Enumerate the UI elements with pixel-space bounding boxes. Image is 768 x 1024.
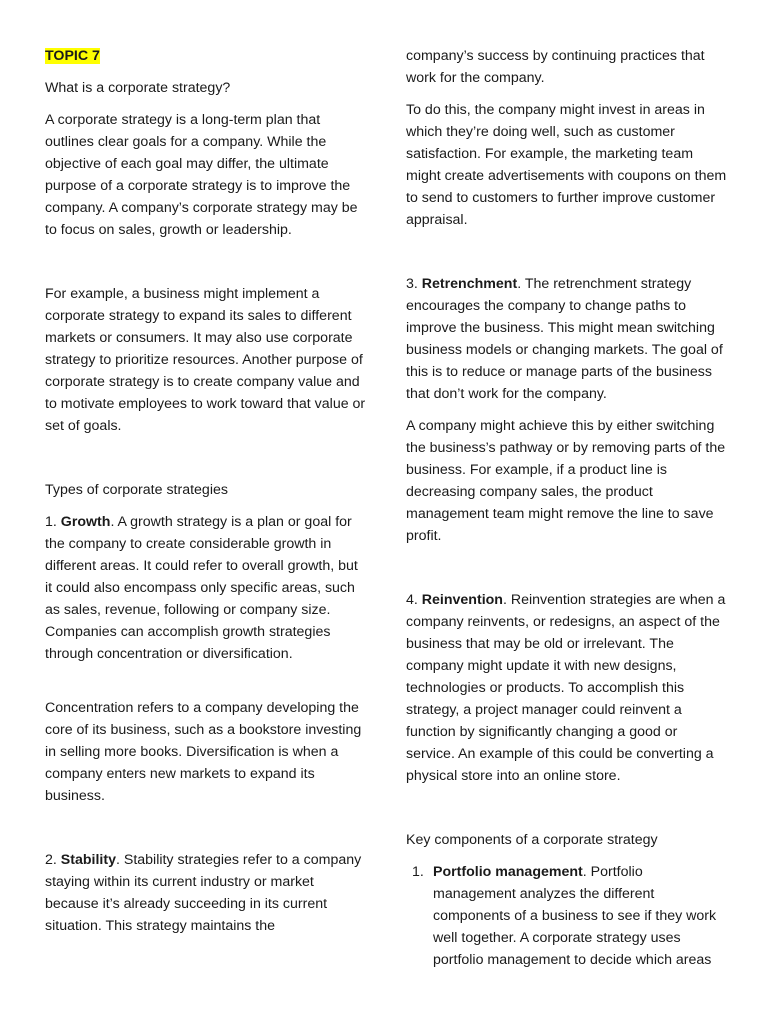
growth-title: Growth (60, 514, 111, 530)
example-paragraph: For example, a business might implement a corporate strategy to expand its sales to different markets or consumers. It may also use corporate strategy to prioritize resources. Another purpose of corporate strategy is to create company value and to motivate employees to work toward that value or set of goals. (45, 286, 366, 434)
achieve-paragraph: A company might achieve this by either switching the business’s pathway or by removing parts of the business. For example, if a product line is decreasing company sales, the product management team might remove the line to save profit. (406, 418, 726, 544)
topic-highlight: TOPIC 7 (45, 48, 100, 64)
stability-number: 2. (45, 852, 61, 868)
topic-heading (45, 45, 367, 67)
list-item-number: 1. (412, 864, 424, 880)
growth-number: 1. (45, 514, 61, 530)
portfolio-paragraph (433, 861, 728, 971)
stability-paragraph (45, 849, 367, 937)
retrenchment-text: . The retrenchment strategy encourages the company to change paths to improve the business. This might mean switching business models or changing markets. The goal of this is to reduce or manage parts of the business that don’t work for the company. (406, 276, 723, 402)
retrenchment-number: 3. (406, 276, 422, 292)
growth-paragraph (45, 511, 367, 665)
reinvention-text: . Reinvention strategies are when a company reinvents, or redesigns, an aspect of the business that may be old or irrelevant. The company might update it with new designs, technologies or products. To accomplish this strategy, a project manager could reinvent a function by significantly changing a good or service. An example of this could be converting a physical store into an online store. (406, 592, 726, 784)
reinvention-paragraph (406, 589, 728, 787)
stability-text: . Stability strategies refer to a company staying within its current industry or market because it’s already succeeding in its current situation. This strategy maintains the (45, 852, 362, 934)
reinvention-number: 4. (406, 592, 422, 608)
retrenchment-paragraph (406, 273, 728, 405)
invest-paragraph: To do this, the company might invest in areas in which they’re doing well, such as customer satisfaction. For example, the marketing team might create advertisements with coupons on them to send to customers to further improve customer appraisal. (406, 102, 727, 228)
portfolio-title: Portfolio management (433, 864, 583, 880)
components-heading: Key components of a corporate strategy (406, 832, 658, 848)
reinvention-title: Reinvention (421, 592, 503, 608)
portfolio-text: . Portfolio management analyzes the different components of a business to see if they work well together. A corporate strategy uses portfolio management to decide which areas (433, 864, 717, 968)
question-heading: What is a corporate strategy? (45, 80, 231, 96)
intro-paragraph: A corporate strategy is a long-term plan that outlines clear goals for a company. While the objective of each goal may differ, the ultimate purpose of a corporate strategy is to improve the company. A company’s corporate strategy may be to focus on sales, growth or leadership. (45, 112, 358, 238)
stability-title: Stability (60, 852, 116, 868)
concentration-paragraph: Concentration refers to a company developing the core of its business, such as a bookstore investing in selling more books. Diversification is when a company enters new markets to expand its business. (45, 700, 362, 804)
growth-text: . A growth strategy is a plan or goal for the company to create considerable growth in different areas. It could refer to overall growth, but it could also encompass only specific areas, such as sales, revenue, following or company size. Companies can accomplish growth strategies through concentration or diversification. (45, 514, 358, 662)
types-heading: Types of corporate strategies (45, 482, 228, 498)
retrenchment-title: Retrenchment (421, 276, 518, 292)
stability-continuation: company’s success by continuing practices that work for the company. (406, 48, 705, 86)
